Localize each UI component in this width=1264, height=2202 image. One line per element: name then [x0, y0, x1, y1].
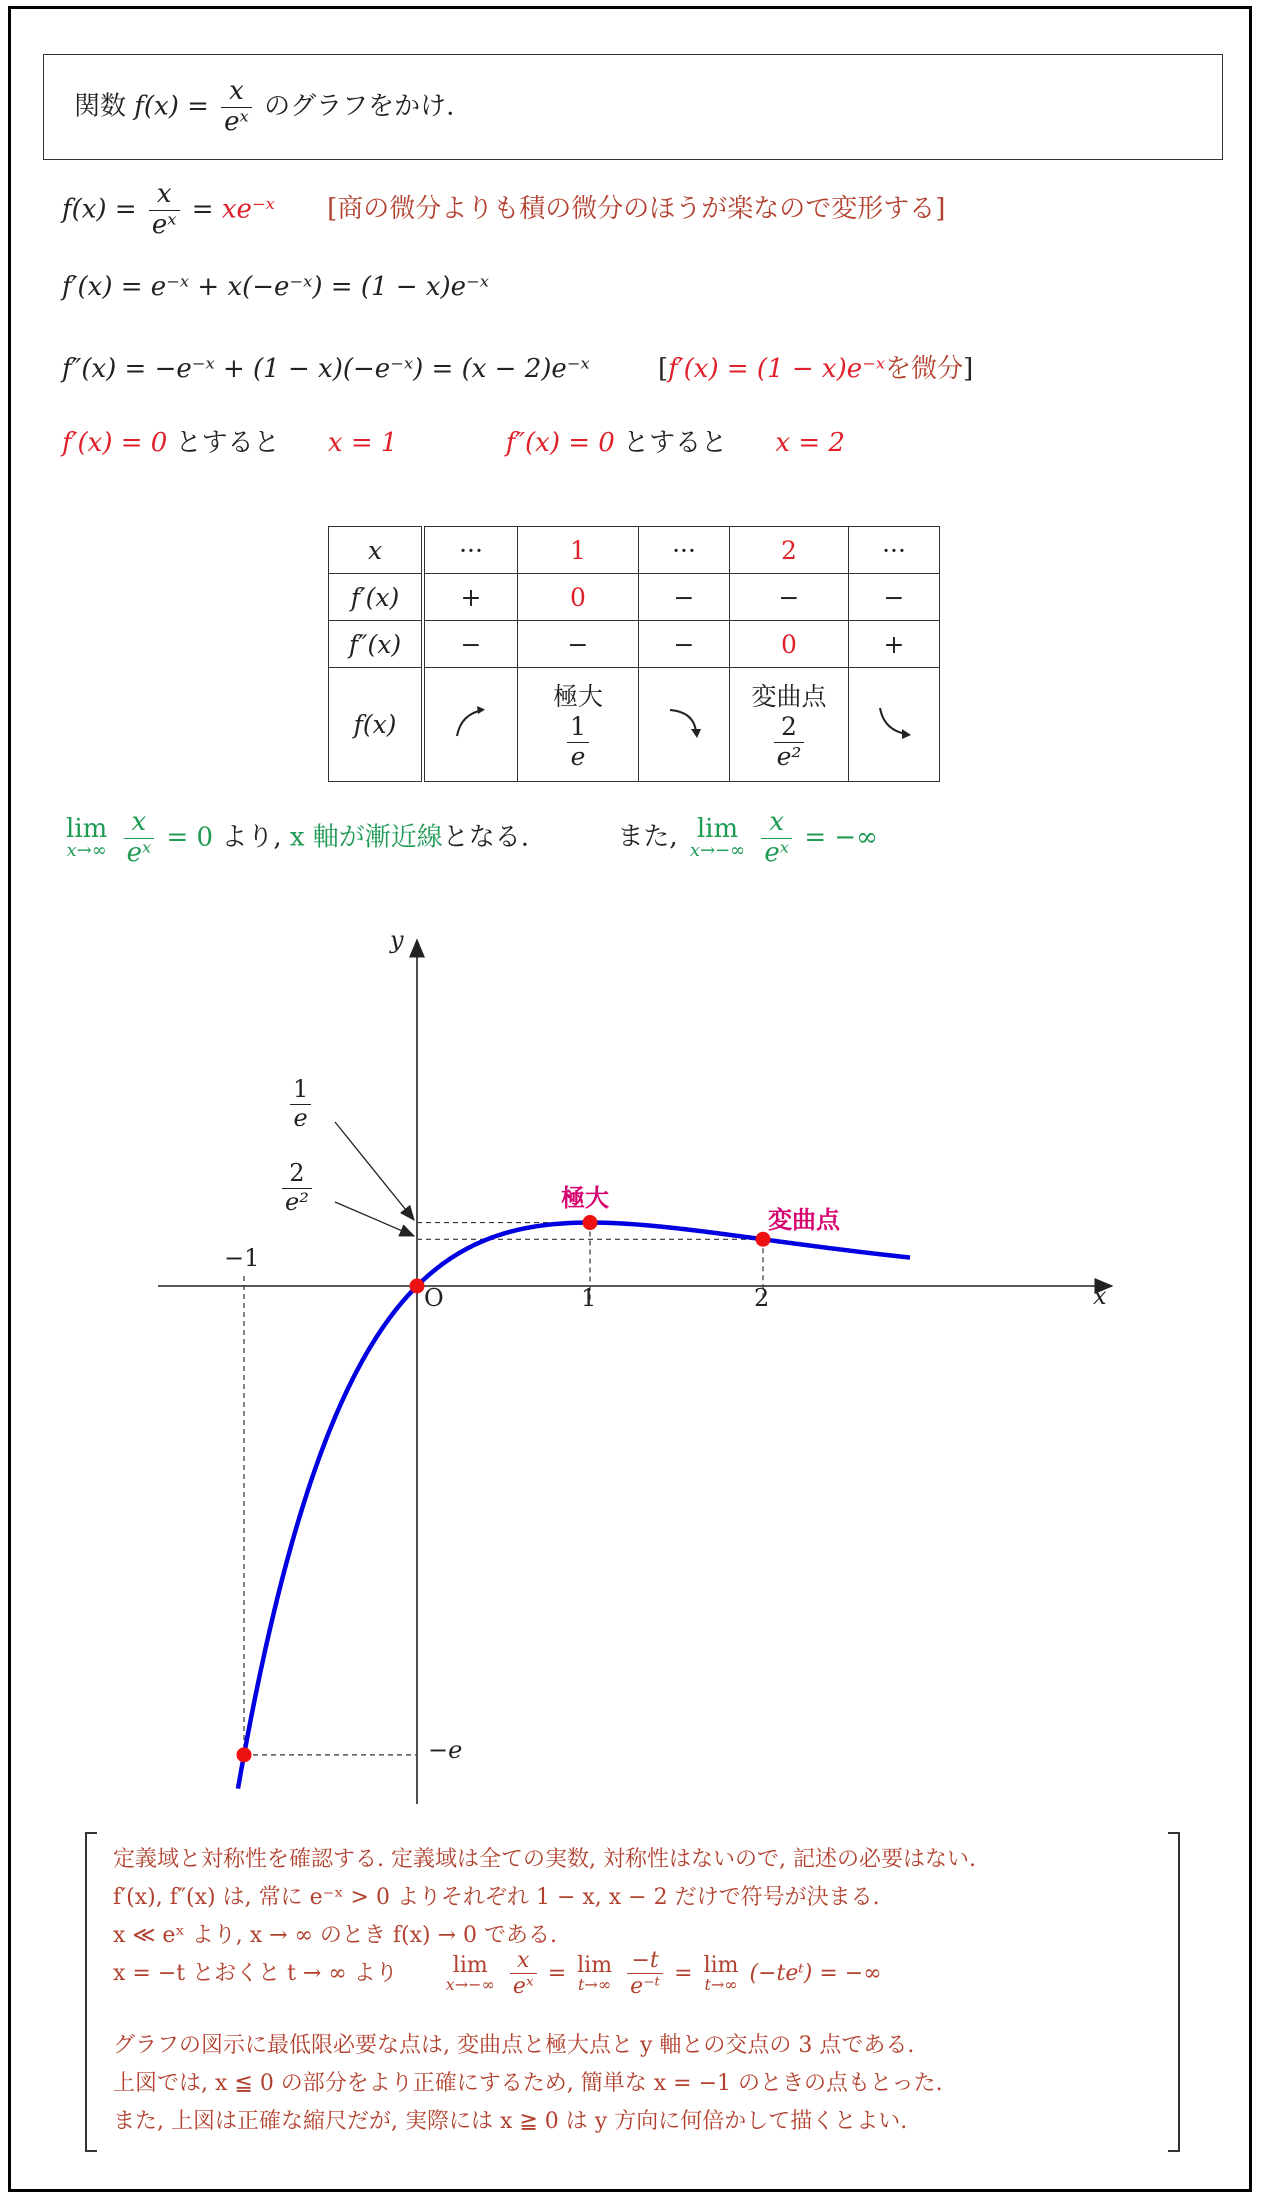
key-points [237, 1215, 771, 1762]
note-line-1: 定義域と対称性を確認する. 定義域は全ての実数, 対称性はないので, 記述の必要はない. [113, 1847, 976, 1872]
note-lim-3 [703, 1952, 739, 1994]
lim2-word: lim [696, 814, 739, 845]
note-d2: e⁻ᵗ [630, 1974, 661, 2000]
note-frac-2 [627, 1948, 663, 2000]
lim1-sub: x→∞ [66, 840, 107, 862]
note-line-4 [113, 1948, 882, 2000]
note-line-6: 上図では, x ≦ 0 の部分をより正確にするため, 簡単な x = −1 のときの点もとった. [113, 2071, 943, 2096]
table-cell: − [518, 621, 639, 668]
line3-note-close: ] [963, 354, 974, 384]
lim1-mid: より, [221, 822, 282, 853]
arrow-2-over-e2 [335, 1202, 414, 1236]
curve-series [238, 1223, 910, 1789]
table-cell: − [849, 574, 940, 621]
line1-eq: = [191, 194, 214, 225]
table-head-x: x [367, 535, 383, 565]
table-cell: ··· [423, 527, 518, 574]
problem-den: eˣ [224, 106, 249, 137]
key-point-1 [410, 1279, 425, 1294]
annotation-1-over-e [290, 1076, 311, 1132]
line2-text: f′(x) = e⁻ˣ + x(−e⁻ˣ) = (1 − x)e⁻ˣ [62, 272, 489, 302]
also-text: また, [617, 822, 678, 853]
x-equals-2: x = 2 [775, 428, 845, 458]
line1-num: x [156, 179, 172, 209]
table-cell: ··· [639, 527, 730, 574]
line1-rhs: xe⁻ˣ [221, 194, 275, 225]
line1-den: eˣ [151, 209, 177, 240]
note-lim3-sub: t→∞ [704, 1974, 738, 1994]
note-frac-1 [510, 1948, 537, 2000]
line3-note-open: [ [657, 354, 669, 384]
max-point-label: 極大 [561, 1184, 609, 1212]
note-lim-1 [445, 1952, 495, 1994]
note-eq1: = [547, 1960, 567, 1986]
x-equals-1: x = 1 [327, 428, 398, 458]
inflection-den: e² [776, 742, 802, 771]
note-lim-2 [577, 1952, 613, 1994]
table-cell: 2 [730, 527, 849, 574]
notes-box [85, 1832, 1180, 2150]
lim1-num: x [131, 807, 147, 837]
line3-note-red: f′(x) = (1 − x)e⁻ˣ [668, 354, 886, 384]
axes [158, 940, 1112, 1804]
lim1-word: lim [66, 814, 108, 845]
table-cell: + [423, 574, 518, 621]
ann-1e-num: 1 [290, 1076, 311, 1105]
table-head-f: f(x) [353, 710, 397, 739]
x-axis-label: x [1093, 1282, 1107, 1310]
note-d1: eˣ [512, 1974, 534, 2000]
right-bracket [1168, 1832, 1180, 2152]
lim1-tail: となる. [442, 822, 530, 853]
table-cell: ··· [849, 527, 940, 574]
note-eq2: = [674, 1960, 693, 1986]
lim2-sub: x→−∞ [689, 840, 746, 862]
problem-fx: f(x) = [134, 91, 209, 122]
note-line-2: f′(x), f″(x) は, 常に e⁻ˣ > 0 よりそれぞれ 1 − x, x − 2 だけで符号が決まる. [113, 1885, 880, 1910]
tick-label-neg1: −1 [224, 1244, 260, 1272]
note-lim3-word: lim [703, 1952, 739, 1978]
tick-label-neg-e: −e [428, 1736, 463, 1764]
note-lim1-word: lim [452, 1952, 488, 1978]
tick-label-1: 1 [581, 1284, 597, 1312]
ann-2e-den: e² [285, 1187, 309, 1216]
lim2-num: x [769, 807, 785, 837]
note-l4-intro: x = −t とおくと t → ∞ より [113, 1960, 398, 1986]
note-line-5: グラフの図示に最低限必要な点は, 変曲点と極大点と y 軸との交点の 3 点である. [113, 2033, 915, 2058]
ann-2e-num: 2 [282, 1160, 312, 1189]
guide-lines [244, 1223, 763, 1755]
annotations [335, 1122, 414, 1236]
max-label: 極大 [552, 682, 603, 712]
table-cell: 1 [518, 527, 639, 574]
fprime-zero: f′(x) = 0 [62, 428, 168, 458]
key-point-0 [237, 1747, 252, 1762]
note-lim2-sub: t→∞ [578, 1974, 612, 1994]
ann-1e-den: e [293, 1103, 308, 1132]
max-den: e [570, 742, 586, 771]
max-num: 1 [567, 713, 589, 743]
line4-a-mid: とすると [175, 428, 280, 458]
note-lim1-sub: x→−∞ [445, 1974, 495, 1994]
line4-b-mid: とすると [623, 428, 728, 458]
table-head-fprime: f′(x) [350, 582, 400, 612]
note-n1: x [517, 1948, 530, 1973]
table-cell: − [423, 621, 518, 668]
inflection-label: 変曲点 [751, 682, 827, 712]
origin-label: O [424, 1284, 444, 1312]
note-line-3: x ≪ eˣ より, x → ∞ のとき f(x) → 0 である. [113, 1923, 558, 1948]
inflection-num: 2 [774, 713, 805, 743]
line1-note: [商の微分よりも積の微分のほうが楽なので変形する] [327, 194, 946, 225]
key-point-2 [583, 1215, 598, 1230]
problem-num: x [229, 76, 244, 106]
table-cell: − [639, 621, 730, 668]
arrow-1-over-e [335, 1122, 414, 1220]
table-cell: − [730, 574, 849, 621]
tick-label-2: 2 [754, 1284, 770, 1312]
y-axis-label: y [390, 926, 404, 954]
table-cell: 0 [518, 574, 639, 621]
inflection-point-label: 変曲点 [768, 1206, 840, 1234]
problem-suffix: のグラフをかけ. [264, 91, 455, 122]
note-lim2-word: lim [577, 1952, 613, 1978]
table-head-fdoubleprime: f″(x) [348, 629, 402, 659]
line3-text: f″(x) = −e⁻ˣ + (1 − x)(−e⁻ˣ) = (x − 2)e⁻ˣ [62, 354, 590, 384]
table-cell: − [639, 574, 730, 621]
note-line-7: また, 上図は正確な縮尺だが, 実際には x ≧ 0 は y 方向に何倍かして描くとよい. [113, 2109, 908, 2134]
lim1-eq: = 0 [166, 822, 214, 853]
lim1-den: eˣ [126, 837, 152, 868]
line1-lhs: f(x) = [62, 194, 137, 225]
problem-prefix: 関数 [74, 91, 127, 122]
annotation-2-over-e2 [282, 1160, 312, 1216]
left-bracket [85, 1832, 97, 2152]
fdoubleprime-zero: f″(x) = 0 [505, 428, 615, 458]
line3-note-tail: を微分 [885, 354, 964, 384]
table-cell: 0 [730, 621, 849, 668]
lim2-den: eˣ [764, 837, 790, 868]
asymptote-text: x 軸が漸近線 [289, 822, 443, 853]
note-l4-tail: (−teᵗ) = −∞ [749, 1960, 882, 1986]
table-cell: + [849, 621, 940, 668]
lim2-eq: = −∞ [804, 822, 878, 853]
note-n2: −t [631, 1948, 659, 1973]
